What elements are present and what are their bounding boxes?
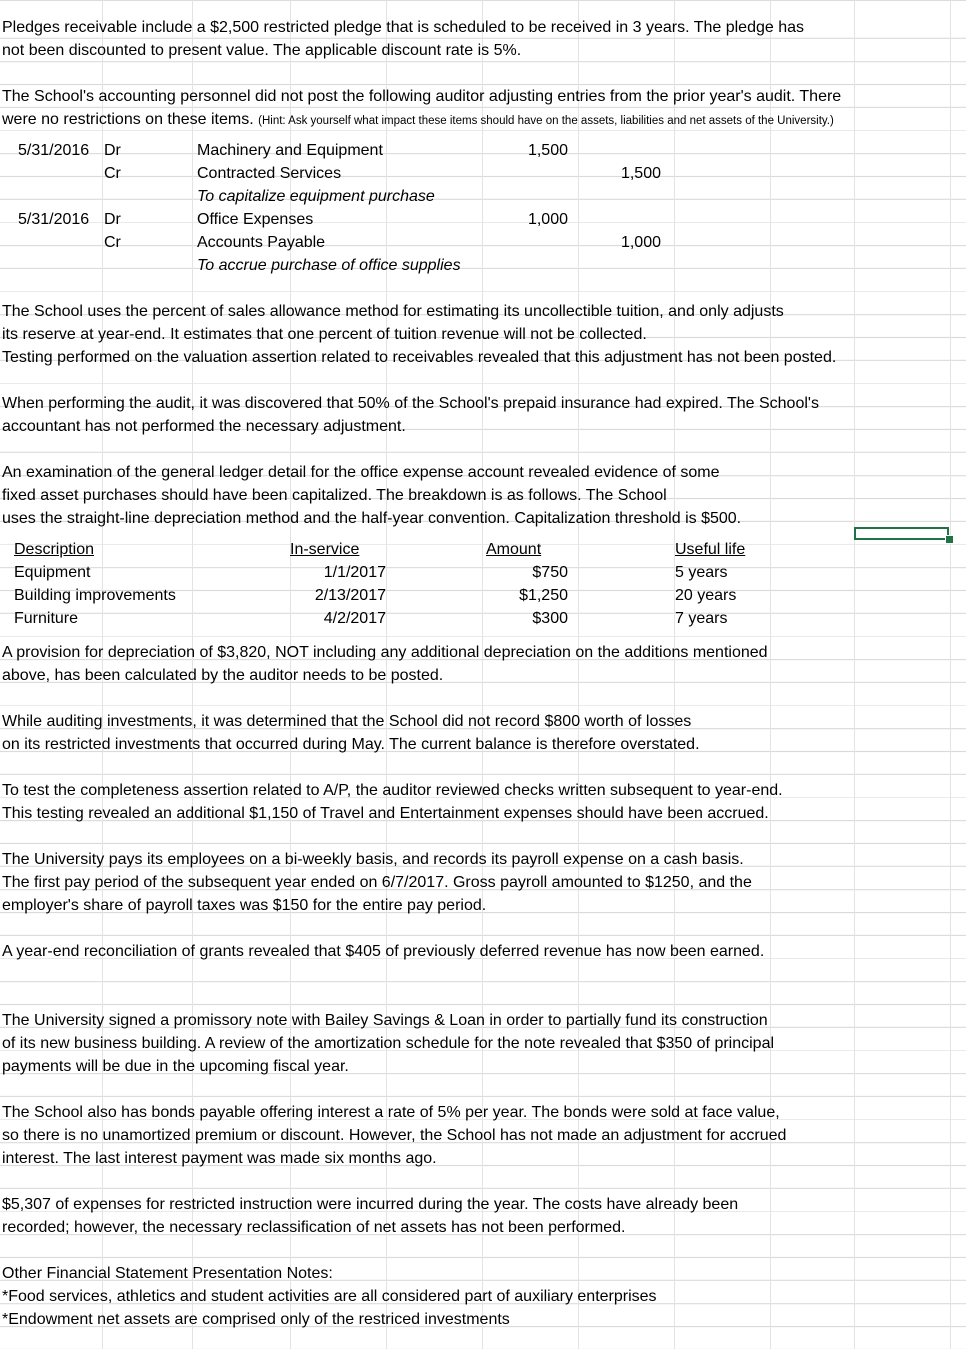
column-header-amount[interactable]: Amount bbox=[486, 541, 542, 558]
entry-cr-label[interactable]: Cr bbox=[104, 165, 121, 182]
entry-dr-label[interactable]: Dr bbox=[104, 142, 121, 159]
depreciation-text-line[interactable]: A provision for depreciation of $3,820, NOT including any additional depreciation on the additions mentioned bbox=[2, 644, 768, 661]
ap-text-line[interactable]: To test the completeness assertion related to A/P, the auditor reviewed checks written subsequent to year-end. bbox=[2, 782, 783, 799]
allowance-text-line[interactable]: The School uses the percent of sales allowance method for estimating its uncollectible tuition, and only adjusts bbox=[2, 303, 784, 320]
investments-text-line[interactable]: on its restricted investments that occurred during May. The current balance is therefore overstated. bbox=[2, 736, 700, 753]
note-text-line[interactable]: of its new business building. A review of the amortization schedule for the note revealed that $350 of principal bbox=[2, 1035, 775, 1052]
column-gridline bbox=[854, 0, 855, 1349]
restricted-text-line[interactable]: $5,307 of expenses for restricted instruction were incurred during the year. The costs have already been bbox=[2, 1196, 739, 1213]
investments-text-line[interactable]: While auditing investments, it was determined that the School did not record $800 worth of losses bbox=[2, 713, 692, 730]
restricted-text-line[interactable]: recorded; however, the necessary reclassification of net assets has not been performed. bbox=[2, 1219, 626, 1236]
fixed-assets-text-line[interactable]: uses the straight-line depreciation method and the half-year convention. Capitalization threshold is $500. bbox=[2, 510, 742, 527]
payroll-text-line[interactable]: The first pay period of the subsequent year ended on 6/7/2017. Gross payroll amounted to $1250, and the bbox=[2, 874, 752, 891]
payroll-text-line[interactable]: The University pays its employees on a bi-weekly basis, and records its payroll expense on a cash basis. bbox=[2, 851, 744, 868]
fill-handle[interactable] bbox=[945, 535, 954, 544]
pledges-text-line[interactable]: Pledges receivable include a $2,500 restricted pledge that is scheduled to be received in 3 years. The pledge has bbox=[2, 19, 804, 36]
column-header-useful-life[interactable]: Useful life bbox=[675, 541, 746, 558]
grants-text-line[interactable]: A year-end reconciliation of grants revealed that $405 of previously deferred revenue has now been earned. bbox=[2, 943, 765, 960]
fixed-assets-text-line[interactable]: fixed asset purchases should have been capitalized. The breakdown is as follows. The School bbox=[2, 487, 667, 504]
credit-amount[interactable]: 1,500 bbox=[620, 165, 661, 182]
hint-text: (Hint: Ask yourself what impact these items should have on the assets, liabilities and net assets of the University.) bbox=[258, 115, 834, 127]
presentation-note[interactable]: *Food services, athletics and student activities are all considered part of auxiliary enterprises bbox=[2, 1288, 657, 1305]
credit-amount[interactable]: 1,000 bbox=[620, 234, 661, 251]
entry-dr-label[interactable]: Dr bbox=[104, 211, 121, 228]
note-text-line[interactable]: The University signed a promissory note with Bailey Savings & Loan in order to partially fund its construction bbox=[2, 1012, 768, 1029]
insurance-text-line[interactable]: When performing the audit, it was discovered that 50% of the School's prepaid insurance had expired. The School's bbox=[2, 395, 819, 412]
asset-in-service[interactable]: 4/2/2017 bbox=[323, 610, 386, 627]
column-gridline bbox=[578, 0, 579, 1349]
debit-amount[interactable]: 1,000 bbox=[527, 211, 568, 228]
entry-date[interactable]: 5/31/2016 bbox=[18, 211, 90, 228]
column-gridline bbox=[770, 0, 771, 1349]
asset-in-service[interactable]: 1/1/2017 bbox=[323, 564, 386, 581]
debit-account[interactable]: Office Expenses bbox=[197, 211, 314, 228]
prior-entries-text-line[interactable] bbox=[2, 110, 834, 130]
asset-description[interactable]: Furniture bbox=[14, 610, 79, 627]
selected-cell[interactable] bbox=[854, 527, 949, 540]
insurance-text-line[interactable]: accountant has not performed the necessary adjustment. bbox=[2, 418, 406, 435]
bonds-text-line[interactable]: The School also has bonds payable offering interest a rate of 5% per year. The bonds were sold at face value, bbox=[2, 1104, 780, 1121]
credit-account[interactable]: Accounts Payable bbox=[197, 234, 326, 251]
asset-in-service[interactable]: 2/13/2017 bbox=[314, 587, 386, 604]
pledges-text-line[interactable]: not been discounted to present value. The applicable discount rate is 5%. bbox=[2, 42, 522, 59]
column-header-description[interactable]: Description bbox=[14, 541, 95, 558]
credit-account[interactable]: Contracted Services bbox=[197, 165, 342, 182]
asset-amount[interactable]: $750 bbox=[532, 564, 568, 581]
asset-amount[interactable]: $300 bbox=[532, 610, 568, 627]
entry-memo[interactable]: To accrue purchase of office supplies bbox=[197, 257, 461, 274]
column-gridline bbox=[950, 0, 951, 1349]
entry-date[interactable]: 5/31/2016 bbox=[18, 142, 90, 159]
entry-memo[interactable]: To capitalize equipment purchase bbox=[197, 188, 435, 205]
bonds-text-line[interactable]: so there is no unamortized premium or discount. However, the School has not made an adjustment for accrued bbox=[2, 1127, 787, 1144]
debit-account[interactable]: Machinery and Equipment bbox=[197, 142, 383, 159]
asset-amount[interactable]: $1,250 bbox=[519, 587, 568, 604]
ap-text-line[interactable]: This testing revealed an additional $1,150 of Travel and Entertainment expenses should have been accrued. bbox=[2, 805, 769, 822]
asset-description[interactable]: Equipment bbox=[14, 564, 91, 581]
prior-entries-text: were no restrictions on these items. bbox=[2, 111, 254, 128]
presentation-notes-title[interactable]: Other Financial Statement Presentation Notes: bbox=[2, 1265, 333, 1282]
asset-useful-life[interactable]: 5 years bbox=[675, 564, 728, 581]
allowance-text-line[interactable]: Testing performed on the valuation assertion related to receivables revealed that this adjustment has not been posted. bbox=[2, 349, 837, 366]
note-text-line[interactable]: payments will be due in the upcoming fiscal year. bbox=[2, 1058, 349, 1075]
prior-entries-text-line[interactable]: The School's accounting personnel did not post the following auditor adjusting entries from the prior year's audit. There bbox=[2, 88, 842, 105]
column-header-in-service[interactable]: In-service bbox=[290, 541, 360, 558]
fixed-assets-text-line[interactable]: An examination of the general ledger detail for the office expense account revealed evidence of some bbox=[2, 464, 720, 481]
payroll-text-line[interactable]: employer's share of payroll taxes was $150 for the entire pay period. bbox=[2, 897, 487, 914]
allowance-text-line[interactable]: its reserve at year-end. It estimates that one percent of tuition revenue will not be collected. bbox=[2, 326, 647, 343]
asset-useful-life[interactable]: 20 years bbox=[675, 587, 737, 604]
column-gridline bbox=[674, 0, 675, 1349]
presentation-note[interactable]: *Endowment net assets are comprised only of the restriced investments bbox=[2, 1311, 510, 1328]
debit-amount[interactable]: 1,500 bbox=[527, 142, 568, 159]
bonds-text-line[interactable]: interest. The last interest payment was made six months ago. bbox=[2, 1150, 437, 1167]
column-gridline bbox=[482, 0, 483, 1349]
depreciation-text-line[interactable]: above, has been calculated by the auditor needs to be posted. bbox=[2, 667, 444, 684]
asset-description[interactable]: Building improvements bbox=[14, 587, 176, 604]
asset-useful-life[interactable]: 7 years bbox=[675, 610, 728, 627]
entry-cr-label[interactable]: Cr bbox=[104, 234, 121, 251]
